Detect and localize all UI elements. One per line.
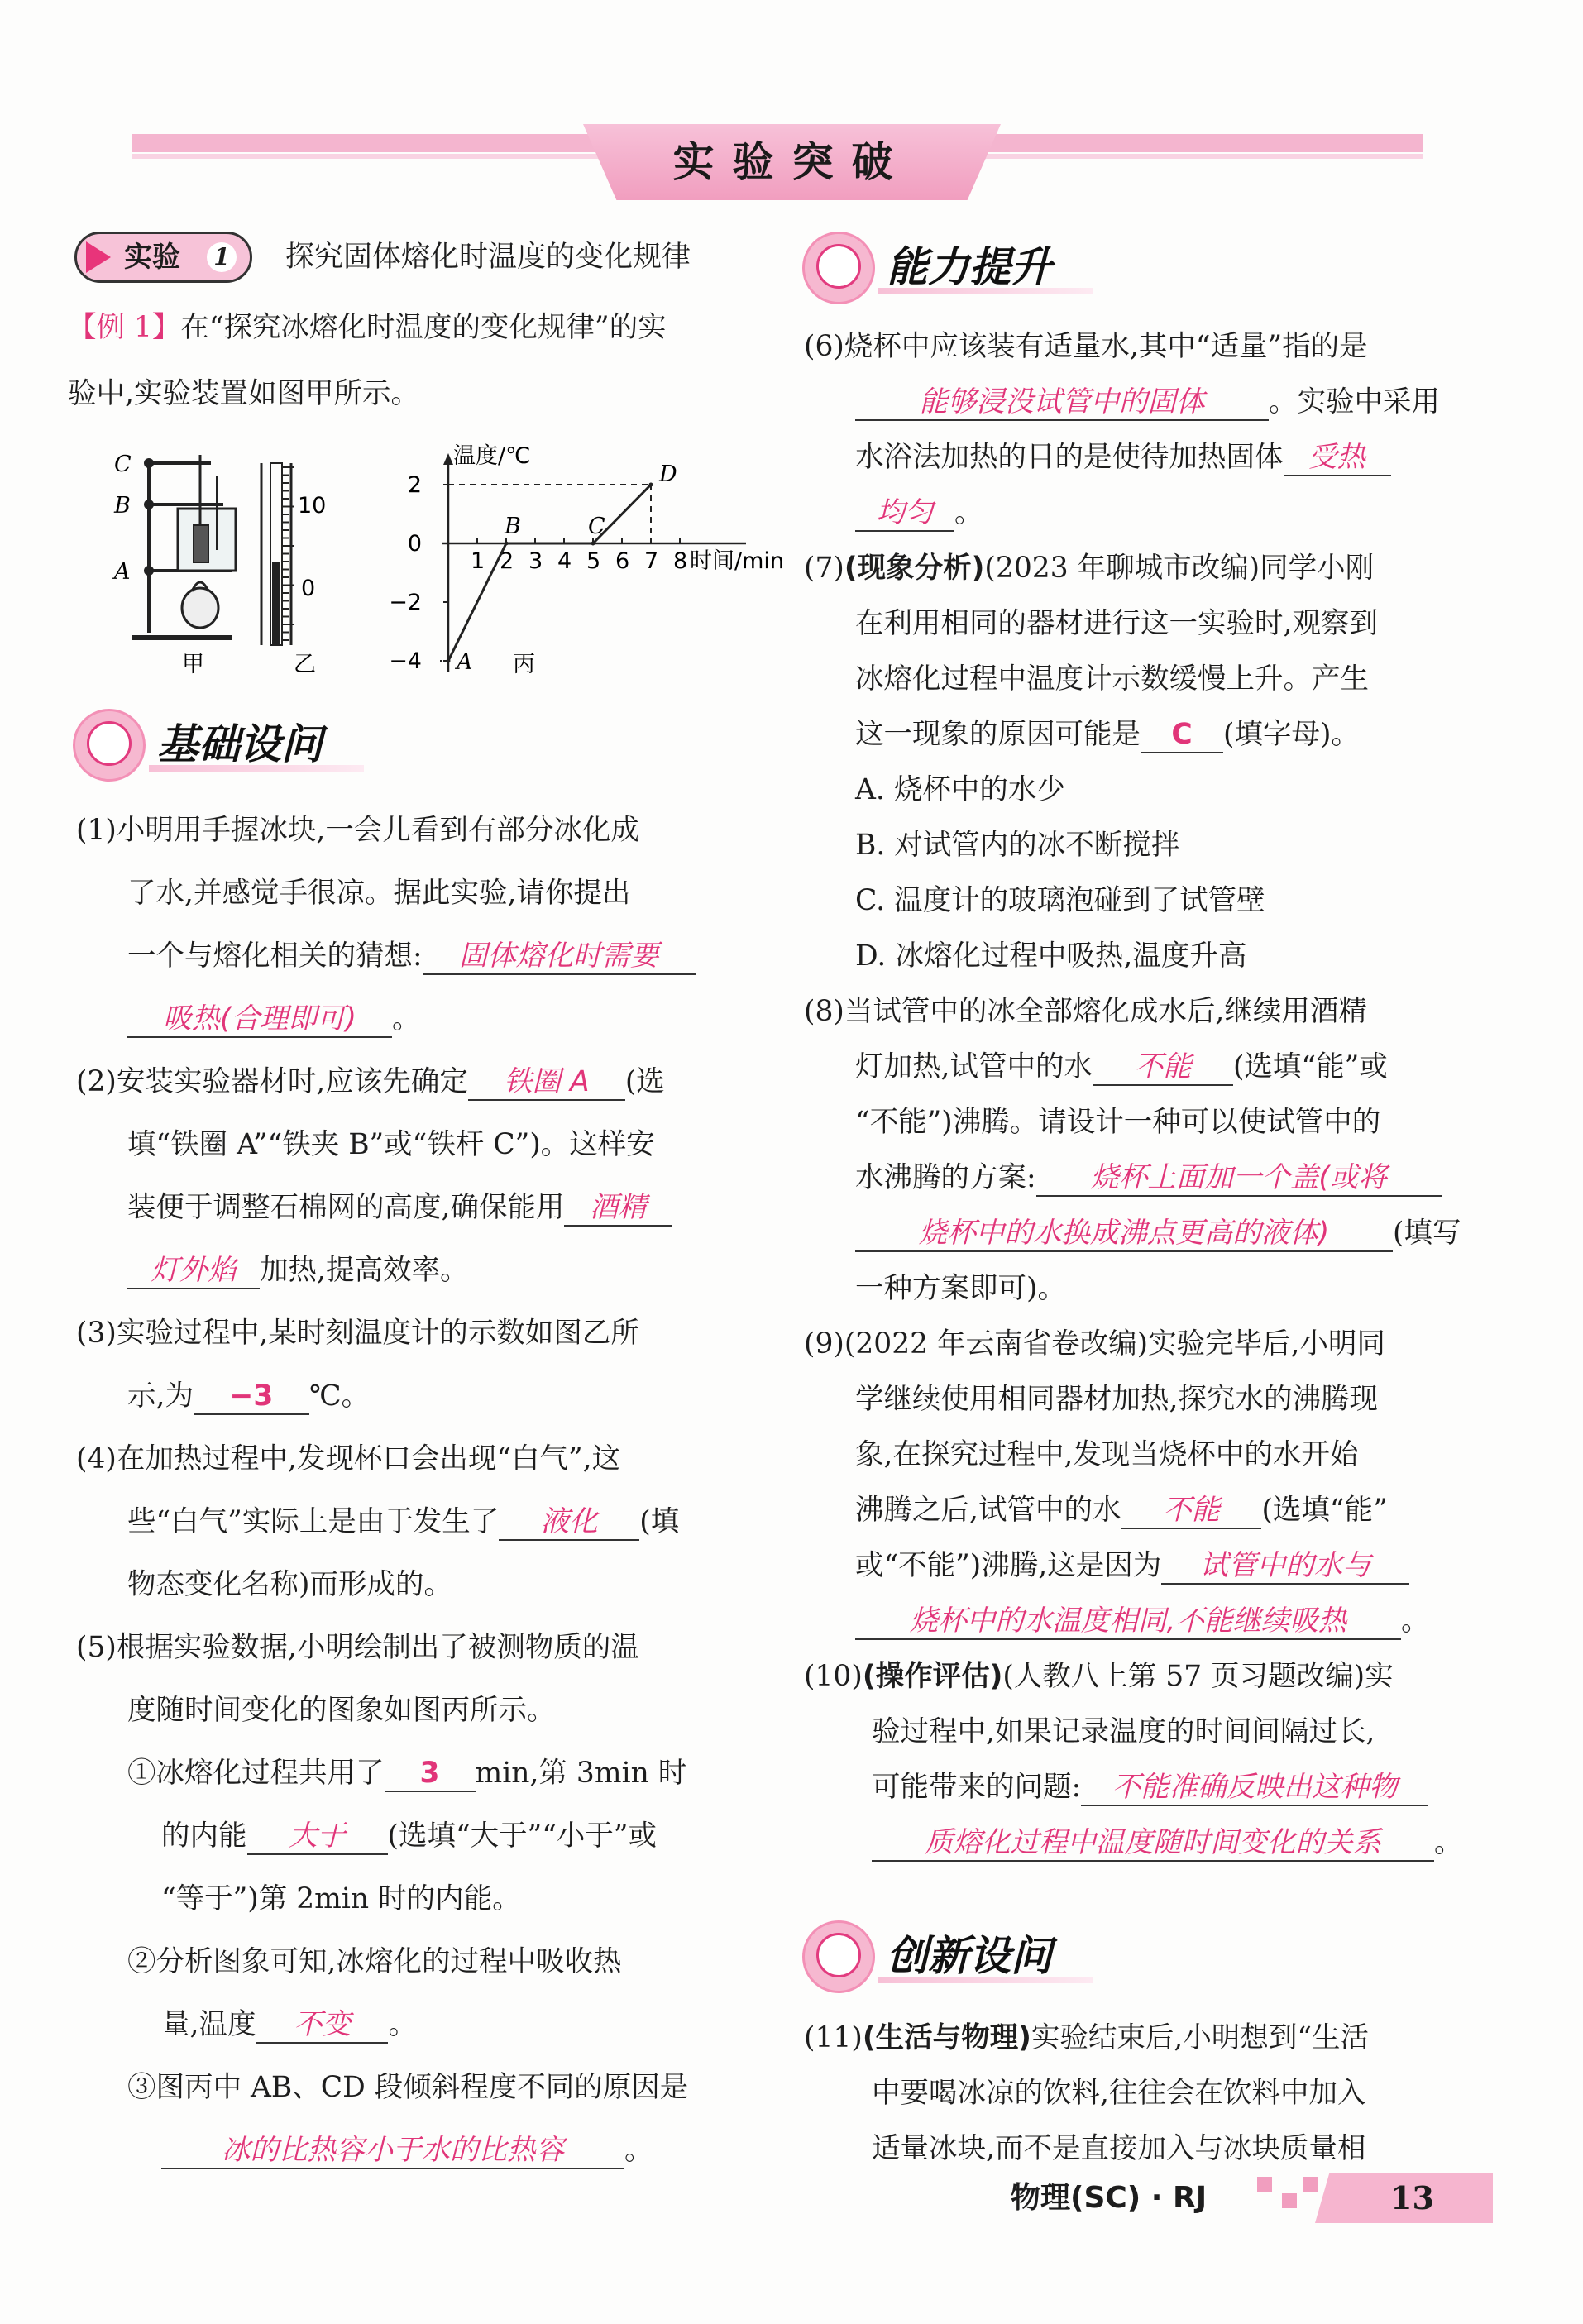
x-tick-label: 1 [471,548,485,574]
q4-line-1: (4)在加热过程中,发现杯口会出现“白气”,这 [76,1442,621,1475]
book-icon-inner [816,244,861,289]
q9-line-6: 烧杯中的水温度相同,不能继续吸热 。 [855,1601,1430,1641]
q3-line-2: 示,为 −3 ℃。 [127,1376,370,1416]
q5-sub3-line-2: 冰的比热容小于水的比热容 。 [161,2130,653,2170]
q1-answer-1: 固体熔化时需要 [423,939,696,975]
bing-caption: 丙 [513,652,535,677]
data-point [505,542,509,546]
point-label: C [588,514,605,539]
x-tick-label: 3 [528,548,543,574]
data-point [591,542,595,546]
experiment-title: 探究固体熔化时温度的变化规律 [285,241,691,274]
award-ribbon-icon-inner [816,1933,861,1977]
checker-decoration [1257,2177,1272,2192]
q1-line-3: 一个与熔化相关的猜想: 固体熔化时需要 [127,936,696,976]
q11-line-1: (11)(生活与物理)实验结束后,小明想到“生活 [804,2021,1369,2054]
x-tick-label: 4 [557,548,572,574]
point-label: A [457,649,473,675]
x-tick-label: 2 [500,548,514,574]
q5-sub1-line-3: “等于”)第 2min 时的内能。 [161,1882,521,1915]
q5-sub1-answer-1: 3 [385,1756,476,1792]
q2-line-1: (2)安装实验器材时,应该先确定 铁圈 A (选 [76,1062,665,1102]
play-triangle-icon [86,241,111,273]
q6-line-3: 水浴法加热的目的是使待加热固体 受热 [855,438,1391,477]
x-tick-label: 8 [673,548,688,574]
y-tick-label: 0 [407,531,422,557]
x-tick-label: 6 [615,548,630,574]
point-label: B [505,514,521,539]
q5-sub2-line-2: 量,温度 不变 。 [161,2005,417,2044]
q5-sub2-answer: 不变 [256,2007,388,2044]
y-tick-label: 2 [407,472,422,498]
q1-answer-2: 吸热(合理即可) [127,1002,392,1038]
example-line-2: 验中,实验装置如图甲所示。 [68,377,419,410]
q2-answer-3: 灯外焰 [127,1253,260,1289]
yi-caption: 乙 [294,652,316,677]
yi-tick-0: 0 [301,576,316,601]
q9-answer-2: 试管中的水与 [1161,1548,1409,1585]
book-label: 物理(SC) · RJ [1011,2181,1208,2215]
q6-answer-1: 能够浸没试管中的固体 [855,385,1269,421]
q7-line-1: (7)(现象分析)(2023 年聊城市改编)同学小刚 [804,552,1375,585]
experiment-label: 实验 [124,241,180,274]
yi-tick-10: 10 [298,493,327,519]
q6-answer-3: 均匀 [855,495,954,532]
q10-line-4: 质熔化过程中温度随时间变化的关系 。 [872,1823,1463,1863]
checker-decoration [1282,2193,1297,2208]
q9-answer-1: 不能 [1121,1493,1261,1529]
q7-option-b: B. 对试管内的冰不断搅拌 [855,829,1180,862]
magnifier-icon-lens [87,721,132,766]
q7-option-a: A. 烧杯中的水少 [855,773,1065,806]
data-point [649,483,653,487]
page-number: 13 [1390,2179,1434,2216]
q9-answer-3: 烧杯中的水温度相同,不能继续吸热 [855,1604,1401,1640]
figure-jia-apparatus [132,455,236,638]
q6-line-4: 均匀 。 [855,493,983,533]
q3-line-1: (3)实验过程中,某时刻温度计的示数如图乙所 [76,1317,639,1350]
q7-answer: C [1141,717,1223,753]
q5-sub3-answer: 冰的比热容小于水的比热容 [161,2133,624,2169]
q2-line-3: 装便于调整石棉网的高度,确保能用 酒精 [127,1188,672,1227]
q9-line-5: 或“不能”)沸腾,这是因为 试管中的水与 [855,1546,1409,1585]
q1-line-2: 了水,并感觉手很凉。据此实验,请你提出 [127,877,631,910]
q4-answer: 液化 [499,1504,639,1541]
jia-label-c: C [114,452,132,477]
point-label: D [659,461,677,487]
q11-line-2: 中要喝冰凉的饮料,往往会在饮料中加入 [872,2077,1366,2110]
q8-line-6: 一种方案即可)。 [855,1272,1066,1305]
x-tick-label: 5 [586,548,601,574]
section-title-ability: 能力提升 [887,243,1052,291]
q8-line-2: 灯加热,试管中的水 不能 (选填“能”或 [855,1047,1388,1087]
q1-line-4: 吸热(合理即可) 。 [127,999,421,1039]
q6-line-2: 能够浸没试管中的固体 。实验中采用 [855,382,1440,422]
q7-line-4: 这一现象的原因可能是 C (填字母)。 [855,715,1360,754]
q10-answer-2: 质熔化过程中温度随时间变化的关系 [872,1825,1434,1862]
q8-line-4: 水沸腾的方案: 烧杯上面加一个盖(或将 [855,1158,1442,1198]
q5-sub2-line-1: ②分析图象可知,冰熔化的过程中吸收热 [127,1945,622,1978]
q3-answer: −3 [194,1379,309,1415]
q2-line-2: 填“铁圈 A”“铁夹 B”或“铁杆 C”)。这样安 [127,1128,655,1161]
y-axis-label: 温度/℃ [453,443,531,469]
q5-line-2: 度随时间变化的图象如图丙所示。 [127,1694,556,1727]
experiment-number: 1 [207,242,237,272]
figure [99,426,785,686]
q7-line-2: 在利用相同的器材进行这一实验时,观察到 [855,607,1378,640]
q5-sub1-line-1: ①冰熔化过程共用了 3 min,第 3min 时 [127,1753,686,1793]
q6-line-1: (6)烧杯中应该装有适量水,其中“适量”指的是 [804,330,1368,363]
q4-line-2: 些“白气”实际上是由于发生了 液化 (填 [127,1502,679,1542]
x-axis-label: 时间/min [690,548,785,574]
q6-answer-2: 受热 [1284,440,1391,476]
figure-bing-chart [389,443,784,675]
y-axis-arrow [443,453,453,465]
data-point [447,659,451,663]
example-line-1: 【例 1】在“探究冰熔化时温度的变化规律”的实 [68,311,667,344]
q5-line-1: (5)根据实验数据,小明绘制出了被测物质的温 [76,1631,639,1664]
q11-line-3: 适量冰块,而不是直接加入与冰块质量相 [872,2132,1366,2165]
q8-answer-2: 烧杯上面加一个盖(或将 [1036,1160,1442,1197]
q10-line-3: 可能带来的问题: 不能准确反映出这种物 [872,1767,1428,1807]
q2-answer-1: 铁圈 A [468,1064,625,1101]
q5-sub1-answer-2: 大于 [247,1819,388,1855]
section-title-innovation: 创新设问 [887,1932,1052,1980]
q10-line-2: 验过程中,如果记录温度的时间间隔过长, [872,1715,1375,1748]
q8-line-5: 烧杯中的水换成沸点更高的液体) (填写 [855,1213,1461,1253]
q1-line-1: (1)小明用手握冰块,一会儿看到有部分冰化成 [76,814,639,847]
q8-line-3: “不能”)沸腾。请设计一种可以使试管中的 [855,1106,1381,1139]
q9-line-2: 学继续使用相同器材加热,探究水的沸腾现 [855,1383,1378,1416]
section-title-basic: 基础设问 [157,720,323,768]
q2-line-4: 灯外焰 加热,提高效率。 [127,1250,468,1290]
q5-sub1-line-2: 的内能 大于 (选填“大于”“小于”或 [161,1816,657,1856]
q7-option-c: C. 温度计的玻璃泡碰到了试管壁 [855,884,1265,917]
jia-label-a: A [114,559,131,585]
x-tick-label: 7 [644,548,659,574]
q9-line-3: 象,在探究过程中,发现当烧杯中的水开始 [855,1438,1359,1471]
q9-line-1: (9)(2022 年云南省卷改编)实验完毕后,小明同 [804,1327,1386,1360]
y-tick-label: −2 [389,590,422,615]
q10-answer-1: 不能准确反映出这种物 [1081,1770,1428,1806]
checker-decoration [1303,2177,1318,2192]
q7-line-3: 冰熔化过程中温度计示数缓慢上升。产生 [855,662,1369,696]
jia-label-b: B [114,493,131,519]
q8-answer-1: 不能 [1093,1050,1233,1086]
y-tick-label: −4 [389,648,422,674]
q10-line-1: (10)(操作评估)(人教八上第 57 页习题改编)实 [804,1660,1394,1693]
q8-answer-3: 烧杯中的水换成沸点更高的液体) [855,1216,1393,1252]
q7-option-d: D. 冰熔化过程中吸热,温度升高 [855,940,1247,973]
q5-sub3-line-1: ③图丙中 AB、CD 段倾斜程度不同的原因是 [127,2071,689,2104]
page-title: 实验突破 [672,138,911,186]
q8-line-1: (8)当试管中的冰全部熔化成水后,继续用酒精 [804,995,1367,1028]
q4-line-3: 物态变化名称)而形成的。 [127,1568,452,1601]
jia-caption: 甲 [182,652,204,677]
q9-line-4: 沸腾之后,试管中的水 不能 (选填“能” [855,1490,1388,1530]
q2-answer-2: 酒精 [564,1190,672,1227]
